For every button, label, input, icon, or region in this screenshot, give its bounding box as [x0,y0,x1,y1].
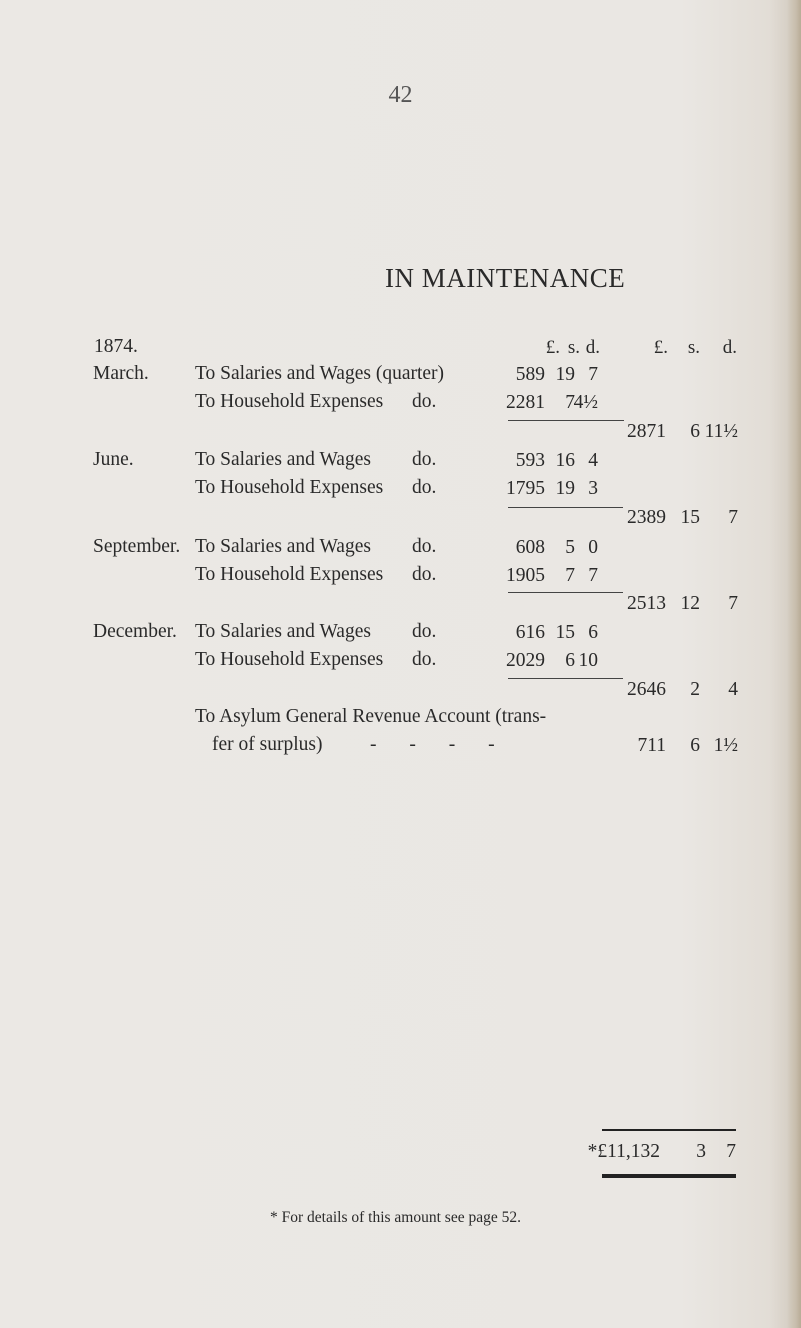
quarter-total-shillings: 6 [690,421,700,442]
col2-pounds-header: £. [653,337,668,358]
amount-pence: 4 [588,450,598,471]
asylum-amount-shillings: 6 [690,735,700,756]
quarter-total-pence: 11½ [704,421,738,442]
entry-description: To Household Expenses [195,477,384,498]
subtotal-rule [508,678,623,679]
asylum-amount-pounds: 711 [637,735,666,756]
quarter-total-pence: 7 [728,593,738,614]
amount-shillings: 19 [555,478,575,499]
month-label: March. [93,363,149,384]
ditto-mark: do. [412,649,437,670]
quarter-total-pounds: 2871 [627,421,666,442]
entry-description: To Household Expenses [195,649,384,670]
entry-description: To Salaries and Wages [195,621,371,642]
page-heading: IN MAINTENANCE [385,263,626,293]
col2-shillings-header: s. [687,337,700,358]
amount-pence: 3 [588,478,598,499]
amount-pence: 7 [588,364,598,385]
subtotal-rule [508,592,623,593]
quarter-total-pounds: 2513 [627,593,666,614]
amount-pence: 6 [588,622,598,643]
amount-pence: 4½ [573,392,598,413]
year-label: 1874. [94,336,138,357]
asylum-transfer-line-1: To Asylum General Revenue Account (trans- [195,706,547,727]
page-edge-shadow [787,0,801,1328]
quarter-total-shillings: 12 [680,593,700,614]
asylum-transfer-line-2: fer of surplus) [212,734,323,755]
quarter-total-pence: 7 [728,507,738,528]
amount-pounds: 608 [515,537,545,558]
month-label: December. [93,621,177,642]
amount-shillings: 16 [555,450,575,471]
subtotal-rule [608,420,624,421]
amount-pounds: 1795 [506,478,545,499]
quarter-total-shillings: 15 [680,507,700,528]
ditto-mark: do. [412,621,437,642]
ditto-mark: do. [412,564,437,585]
col1-pence-header: d. [585,337,600,358]
grand-total-double-rule [602,1174,736,1178]
ditto-mark: do. [412,391,437,412]
month-label: June. [93,449,134,470]
leader-dashes: - - - - [370,734,509,755]
amount-pounds: 589 [515,364,545,385]
footnote: * For details of this amount see page 52. [270,1209,521,1226]
grand-total-shillings: 3 [696,1141,706,1162]
amount-pounds: 2281 [506,392,545,413]
asylum-amount-pence: 1½ [713,735,738,756]
amount-pence: 0 [588,537,598,558]
col1-shillings-header: s. [567,337,580,358]
amount-pounds: 2029 [506,650,545,671]
month-label: September. [93,536,181,557]
subtotal-rule [508,507,623,508]
amount-shillings: 7 [565,565,575,586]
ditto-mark: do. [412,449,437,470]
amount-shillings: 7 [565,392,575,413]
amount-pounds: 616 [515,622,545,643]
entry-description: To Salaries and Wages (quarter) [195,363,445,384]
entry-description: To Household Expenses [195,391,384,412]
amount-pence: 7 [588,565,598,586]
amount-shillings: 15 [555,622,575,643]
ditto-mark: do. [412,477,437,498]
amount-pounds: 593 [515,450,545,471]
subtotal-rule [508,420,608,421]
grand-total-pounds: *£11,132 [587,1141,660,1162]
amount-shillings: 5 [565,537,575,558]
amount-pence: 10 [578,650,598,671]
entry-description: To Salaries and Wages [195,449,371,470]
quarter-total-pence: 4 [728,679,738,700]
quarter-total-pounds: 2646 [627,679,666,700]
entry-description: To Household Expenses [195,564,384,585]
ditto-mark: do. [412,536,437,557]
col2-pence-header: d. [722,337,737,358]
quarter-total-pounds: 2389 [627,507,666,528]
page-number: 42 [388,82,413,108]
quarter-total-shillings: 2 [690,679,700,700]
amount-pounds: 1905 [506,565,545,586]
grand-total-pence: 7 [726,1141,736,1162]
entry-description: To Salaries and Wages [195,536,371,557]
amount-shillings: 6 [565,650,575,671]
col1-pounds-header: £. [545,337,560,358]
amount-shillings: 19 [555,364,575,385]
grand-total-top-rule [602,1129,736,1131]
